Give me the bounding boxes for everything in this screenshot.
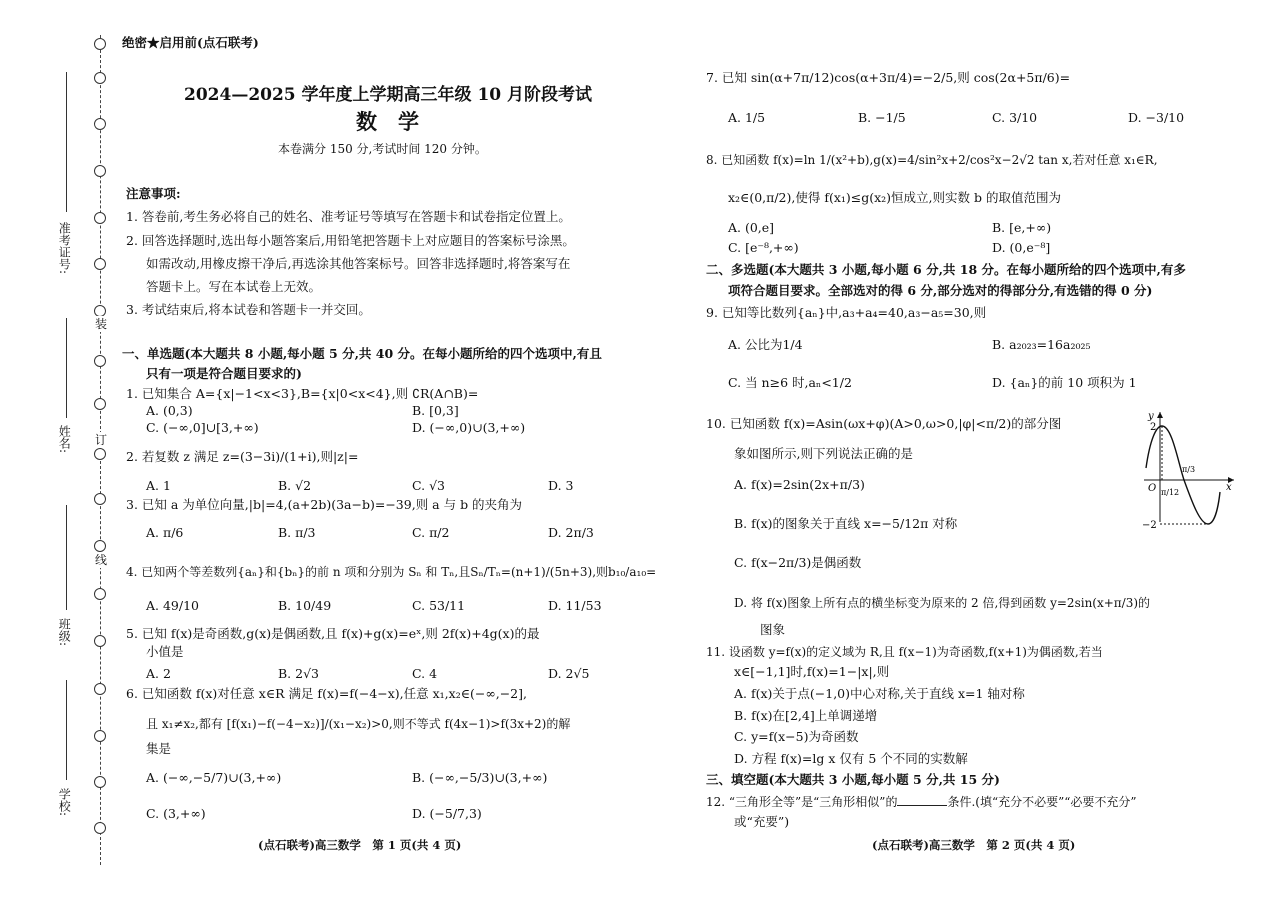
x-axis-label: x — [1226, 482, 1232, 493]
sine-graph — [1140, 410, 1240, 530]
option: A. (0,e] — [728, 220, 775, 235]
option: A. 公比为1/4 — [728, 337, 803, 352]
origin-label: O — [1148, 483, 1157, 494]
option: D. {aₙ}的前 10 项积为 1 — [992, 375, 1137, 390]
option: B. √2 — [278, 478, 312, 493]
exam-note: 本卷满分 150 分,考试时间 120 分钟。 — [278, 142, 487, 156]
exam-number-label: 准考证号: — [57, 222, 72, 275]
option: C. 当 n≥6 时,aₙ<1/2 — [728, 375, 852, 390]
option: C. f(x−2π/3)是偶函数 — [734, 555, 862, 570]
question-stem: 6. 已知函数 f(x)对任意 x∈R 满足 f(x)=f(−4−x),任意 x₁,x₂∈(−∞,−2], — [126, 686, 527, 701]
notice-line: 答题卡上。写在本试卷上无效。 — [146, 279, 322, 294]
option: B. f(x)在[2,4]上单调递增 — [734, 708, 878, 723]
question-stem: 2. 若复数 z 满足 z=(3−3i)/(1+i),则|z|= — [126, 449, 359, 464]
question-stem: 8. 已知函数 f(x)=ln 1/(x²+b),g(x)=4/sin²x+2/cos²x−2√2 tan x,若对任意 x₁∈R, — [706, 153, 1158, 167]
option: C. 53/11 — [412, 598, 466, 613]
q12-text-before: 12. “三角形全等”是“三角形相似”的 — [706, 795, 898, 809]
notice-line: 2. 回答选择题时,选出每小题答案后,用铅笔把答题卡上对应题目的答案标号涂黑。 — [126, 233, 575, 248]
option: A. 49/10 — [146, 598, 199, 613]
option: D. (0,e⁻⁸] — [992, 240, 1051, 255]
binding-hole — [94, 118, 106, 130]
option: C. √3 — [412, 478, 445, 493]
notice-line: 如需改动,用橡皮擦干净后,再选涂其他答案标号。回答非选择题时,将答案写在 — [146, 256, 571, 271]
option: C. π/2 — [412, 525, 450, 540]
option: D. (−5/7,3) — [412, 806, 482, 821]
question-stem: x₂∈(0,π/2),使得 f(x₁)≤g(x₂)恒成立,则实数 b 的取值范围为 — [728, 190, 1061, 205]
page-footer: (点石联考)高三数学 第 1 页(共 4 页) — [258, 838, 462, 852]
class-field[interactable] — [66, 505, 67, 610]
question-stem: 1. 已知集合 A={x|−1<x<3},B={x|0<x<4},则 ∁R(A∩B)= — [126, 386, 479, 401]
question-stem: x∈[−1,1]时,f(x)=1−|x|,则 — [734, 664, 890, 679]
tick-label: π/3 — [1182, 465, 1196, 474]
section-heading: 一、单选题(本大题共 8 小题,每小题 5 分,共 40 分。在每小题所给的四个选项中,有且 — [122, 346, 602, 361]
binding-hole — [94, 730, 106, 742]
option: D. 2π/3 — [548, 525, 594, 540]
option: B. a₂₀₂₃=16a₂₀₂₅ — [992, 337, 1091, 352]
binding-mark-zhuang: 装 — [95, 317, 108, 331]
binding-hole — [94, 588, 106, 600]
option: A. (0,3) — [146, 403, 193, 418]
question-stem: 3. 已知 a 为单位向量,|b|=4,(a+2b)(3a−b)=−39,则 a 与 b 的夹角为 — [126, 497, 523, 512]
sine-curve — [1146, 426, 1220, 524]
option: B. (−∞,−5/3)∪(3,+∞) — [412, 770, 548, 785]
notice-heading: 注意事项: — [126, 186, 181, 201]
question-stem: 4. 已知两个等差数列{aₙ}和{bₙ}的前 n 项和分别为 Sₙ 和 Tₙ,且Sₙ/Tₙ=(n+1)/(5n+3),则b₁₀/a₁₀= — [126, 565, 657, 579]
class-label: 班级: — [57, 618, 72, 647]
binding-hole — [94, 165, 106, 177]
option: D. 方程 f(x)=lg x 仅有 5 个不同的实数解 — [734, 751, 968, 766]
binding-hole — [94, 683, 106, 695]
option: C. [e⁻⁸,+∞) — [728, 240, 799, 255]
school-field[interactable] — [66, 680, 67, 780]
exam-number-field[interactable] — [66, 72, 67, 212]
section-heading: 只有一项是符合题目要求的) — [146, 366, 302, 381]
tick-label: π/12 — [1161, 488, 1180, 497]
option: B. f(x)的图象关于直线 x=−5/12π 对称 — [734, 516, 958, 531]
option: C. 3/10 — [992, 110, 1038, 125]
question-stem: 象如图所示,则下列说法正确的是 — [734, 446, 913, 461]
option: B. [0,3] — [412, 403, 459, 418]
section-heading: 三、填空题(本大题共 3 小题,每小题 5 分,共 15 分) — [706, 772, 1000, 787]
school-label: 学校: — [57, 788, 72, 817]
binding-hole — [94, 493, 106, 505]
question-stem: 9. 已知等比数列{aₙ}中,a₃+a₄=40,a₃−a₅=30,则 — [706, 305, 987, 320]
option: A. (−∞,−5/7)∪(3,+∞) — [146, 770, 282, 785]
binding-hole — [94, 448, 106, 460]
section-heading: 二、多选题(本大题共 3 小题,每小题 6 分,共 18 分。在每小题所给的四个选项中,有多 — [706, 262, 1186, 277]
option: D. (−∞,0)∪(3,+∞) — [412, 420, 526, 435]
option: D. 3 — [548, 478, 574, 493]
question-stem: 小值是 — [146, 644, 184, 659]
option: A. f(x)=2sin(2x+π/3) — [734, 477, 865, 492]
binding-hole — [94, 776, 106, 788]
question-stem: 或“充要”) — [734, 814, 790, 829]
option: A. π/6 — [146, 525, 184, 540]
y-axis-label: y — [1148, 411, 1154, 422]
binding-hole — [94, 72, 106, 84]
binding-hole — [94, 540, 106, 552]
question-stem: 且 x₁≠x₂,都有 [f(x₁)−f(−4−x₂)]/(x₁−x₂)>0,则不等式 f(4x−1)>f(3x+2)的解 — [146, 717, 571, 731]
name-field[interactable] — [66, 318, 67, 418]
notice-line: 3. 考试结束后,将本试卷和答题卡一并交回。 — [126, 302, 371, 317]
option: D. 2√5 — [548, 666, 590, 681]
question-stem: 10. 已知函数 f(x)=Asin(ωx+φ)(A>0,ω>0,|φ|<π/2)的部分图 — [706, 416, 1062, 431]
binding-hole — [94, 38, 106, 50]
question-stem — [706, 794, 1137, 810]
section-heading: 项符合题目要求。全部选对的得 6 分,部分选对的得部分分,有选错的得 0 分) — [728, 283, 1153, 298]
q12-text-after: 条件.(填“充分不必要”“必要不充分” — [947, 795, 1137, 809]
question-stem: 7. 已知 sin(α+7π/12)cos(α+3π/4)=−2/5,则 cos(2α+5π/6)= — [706, 70, 1071, 85]
question-stem: 5. 已知 f(x)是奇函数,g(x)是偶函数,且 f(x)+g(x)=eˣ,则 2f(x)+4g(x)的最 — [126, 626, 540, 641]
binding-hole — [94, 355, 106, 367]
option: B. 2√3 — [278, 666, 320, 681]
option: B. −1/5 — [858, 110, 906, 125]
tick-label: 2 — [1150, 422, 1157, 433]
option: B. 10/49 — [278, 598, 332, 613]
question-stem: 集是 — [146, 741, 172, 756]
binding-mark-xian: 线 — [95, 553, 108, 567]
answer-blank[interactable] — [897, 805, 947, 806]
option: D. 11/53 — [548, 598, 602, 613]
subject-title: 数 学 — [356, 109, 419, 134]
binding-hole — [94, 258, 106, 270]
option: A. 2 — [146, 666, 171, 681]
exam-title: 2024—2025 学年度上学期高三年级 10 月阶段考试 — [184, 85, 593, 105]
binding-hole — [94, 635, 106, 647]
binding-hole — [94, 398, 106, 410]
notice-line: 1. 答卷前,考生务必将自己的姓名、准考证号等填写在答题卡和试卷指定位置上。 — [126, 209, 571, 224]
binding-mark-ding: 订 — [95, 433, 108, 447]
option: A. 1/5 — [728, 110, 766, 125]
option: B. [e,+∞) — [992, 220, 1052, 235]
option: 图象 — [760, 622, 786, 637]
page-footer: (点石联考)高三数学 第 2 页(共 4 页) — [872, 838, 1076, 852]
y-axis-arrow-icon — [1157, 412, 1163, 418]
name-label: 姓名: — [57, 425, 72, 454]
option: A. f(x)关于点(−1,0)中心对称,关于直线 x=1 轴对称 — [734, 686, 1025, 701]
secret-label: 绝密★启用前(点石联考) — [122, 35, 259, 50]
option: D. −3/10 — [1128, 110, 1185, 125]
option: C. (−∞,0]∪[3,+∞) — [146, 420, 259, 435]
option: D. 将 f(x)图象上所有点的横坐标变为原来的 2 倍,得到函数 y=2sin(x+π/3)的 — [734, 596, 1151, 610]
question-stem: 11. 设函数 y=f(x)的定义域为 R,且 f(x−1)为奇函数,f(x+1)为偶函数,若当 — [706, 645, 1103, 659]
option: C. (3,+∞) — [146, 806, 206, 821]
binding-hole — [94, 822, 106, 834]
binding-hole — [94, 212, 106, 224]
option: B. π/3 — [278, 525, 316, 540]
tick-label: −2 — [1142, 520, 1157, 530]
option: C. y=f(x−5)为奇函数 — [734, 729, 859, 744]
option: C. 4 — [412, 666, 438, 681]
option: A. 1 — [146, 478, 171, 493]
